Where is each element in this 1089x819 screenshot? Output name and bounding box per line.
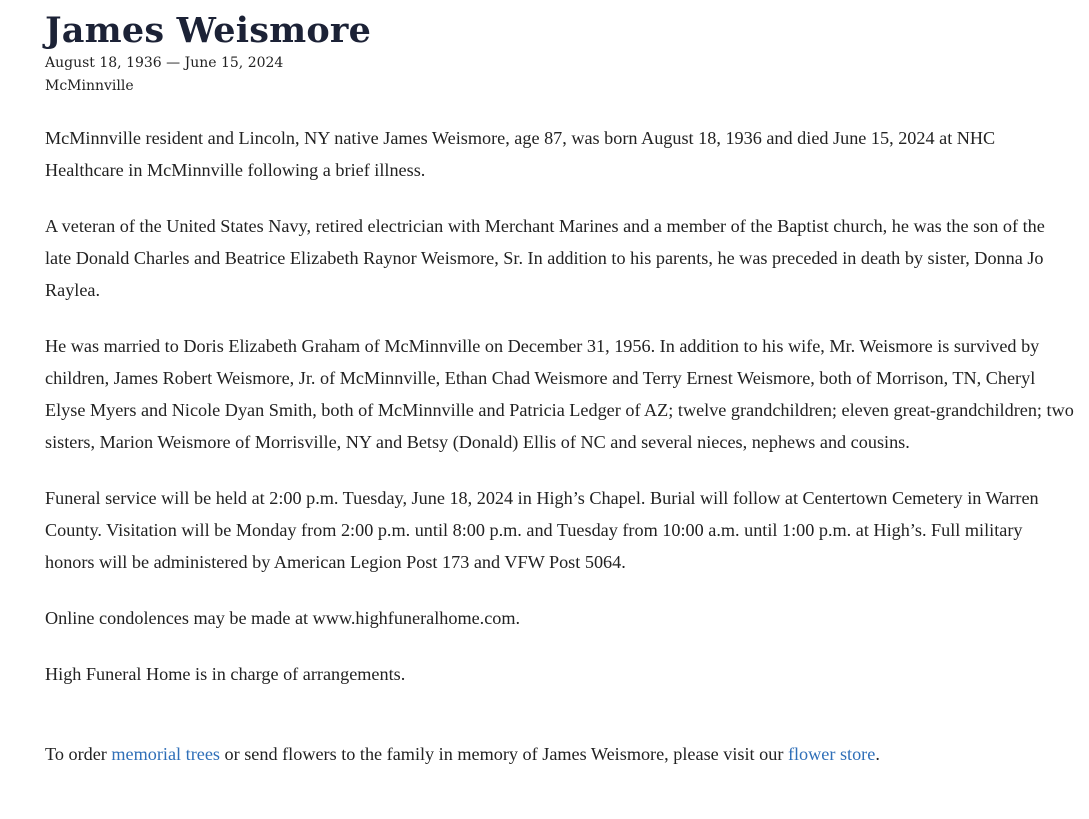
flower-store-link[interactable]: flower store xyxy=(787,744,876,764)
memorial-order-note xyxy=(45,738,1075,770)
location: McMinnville xyxy=(45,78,134,94)
footer-text-middle: or send flowers to the family in memory of James Weismore, please visit our xyxy=(219,744,788,764)
obituary-page xyxy=(45,0,1075,770)
paragraph-arrangements: High Funeral Home is in charge of arrangements. xyxy=(45,664,406,684)
paragraph-services: Funeral service will be held at 2:00 p.m. Tuesday, June 18, 2024 in High’s Chapel. Burial will follow at Centertown Cemetery in Warren County. Visitation will be Monday from 2:00 p.m. until 8:00 p.m. and Tuesday from 10:00 a.m. until 1:00 p.m. at High’s. Full military honors will be administered by American Legion Post 173 and VFW Post 5064. xyxy=(45,488,1039,572)
paragraph-condolences: Online condolences may be made at www.highfuneralhome.com. xyxy=(45,608,521,628)
obituary-body xyxy=(45,122,1075,690)
paragraph-background: A veteran of the United States Navy, retired electrician with Merchant Marines and a member of the Baptist church, he was the son of the late Donald Charles and Beatrice Elizabeth Raynor Weismore, Sr. In addition to his parents, he was preceded in death by sister, Donna Jo Raylea. xyxy=(45,216,1045,300)
footer-text-before: To order xyxy=(45,744,112,764)
page-title: James Weismore xyxy=(45,10,372,51)
life-dates: August 18, 1936 — June 15, 2024 xyxy=(45,55,284,71)
paragraph-birth-death: McMinnville resident and Lincoln, NY native James Weismore, age 87, was born August 18, 1936 and died June 15, 2024 at NHC Healthcare in McMinnville following a brief illness. xyxy=(45,128,996,180)
paragraph-survivors: He was married to Doris Elizabeth Graham of McMinnville on December 31, 1956. In addition to his wife, Mr. Weismore is survived by children, James Robert Weismore, Jr. of McMinnville, Ethan Chad Weismore and Terry Ernest Weismore, both of Morrison, TN, Cheryl Elyse Myers and Nicole Dyan Smith, both of McMinnville and Patricia Ledger of AZ; twelve grandchildren; eleven great-grandchildren; two sisters, Marion Weismore of Morrisville, NY and Betsy (Donald) Ellis of NC and several nieces, nephews and cousins. xyxy=(45,336,1074,452)
memorial-trees-link[interactable]: memorial trees xyxy=(111,744,220,764)
footer-text-after: . xyxy=(875,744,880,764)
